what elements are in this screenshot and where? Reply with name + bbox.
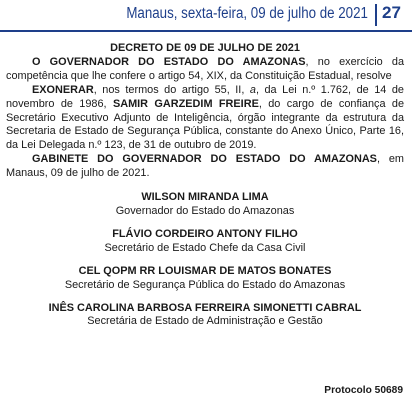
- page-header: [0, 0, 412, 30]
- header-rule: [0, 30, 412, 32]
- header-location-date: Manaus, sexta-feira, 09 de julho de 2021: [126, 5, 368, 22]
- signature-name: CEL QOPM RR LOUISMAR DE MATOS BONATES: [78, 264, 332, 277]
- action-text-2: , da Lei n.º 1.762, de 14 de novembro de 1986,: [6, 83, 404, 110]
- closing-heading: GABINETE DO GOVERNADOR DO ESTADO DO AMAZONAS: [32, 153, 377, 166]
- decree-action-paragraph: [6, 84, 404, 154]
- action-text-1: , nos termos do artigo 55, II,: [93, 83, 250, 96]
- signature-title: Secretário de Estado Chefe da Casa Civil: [104, 241, 306, 254]
- protocol-number: Protocolo 50689: [324, 385, 403, 396]
- action-verb: EXONERAR: [32, 83, 94, 96]
- signature-title: Governador do Estado do Amazonas: [115, 204, 295, 217]
- signature-name: INÊS CAROLINA BARBOSA FERREIRA SIMONETTI CABRAL: [48, 301, 362, 314]
- closing-text: , em Manaus, 09 de julho de 2021.: [6, 153, 404, 180]
- signature-title: Secretária de Estado de Administração e Gestão: [87, 315, 323, 328]
- signature-title: Secretário de Segurança Pública do Estado do Amazonas: [64, 278, 346, 291]
- decree-title: DECRETO DE 09 DE JULHO DE 2021: [110, 42, 300, 54]
- person-name: SAMIR GARZEDIM FREIRE: [112, 97, 259, 110]
- signature-name: FLÁVIO CORDEIRO ANTONY FILHO: [112, 227, 298, 240]
- signature-block-administration: [6, 302, 404, 330]
- decree-document: [6, 42, 404, 329]
- intro-text: , no exercício da competência que lhe confere o artigo 54, XIX, da Constituição Estadual, resolve: [6, 55, 405, 82]
- signature-block-governor: [6, 191, 404, 219]
- signature-block-security: [6, 265, 404, 293]
- decree-intro-paragraph: [6, 56, 404, 84]
- signature-block-casa-civil: [6, 228, 404, 256]
- header-separator: [375, 4, 377, 26]
- decree-closing-paragraph: [6, 153, 404, 181]
- action-text-3: , do cargo de confiança de Secretário Executivo Adjunto de Inteligência, órgão integrante da estrutura da Secretaria de Estado de Segurança Pública, constante do Anexo Único, Parte 16, da Lei Delegada n.º 123, de 31 de outubro de 2019.: [6, 97, 404, 152]
- governor-heading: O GOVERNADOR DO ESTADO DO AMAZONAS: [32, 55, 306, 68]
- page-number: 27: [382, 3, 401, 22]
- signature-name: WILSON MIRANDA LIMA: [141, 191, 269, 204]
- action-italic: a: [249, 83, 256, 96]
